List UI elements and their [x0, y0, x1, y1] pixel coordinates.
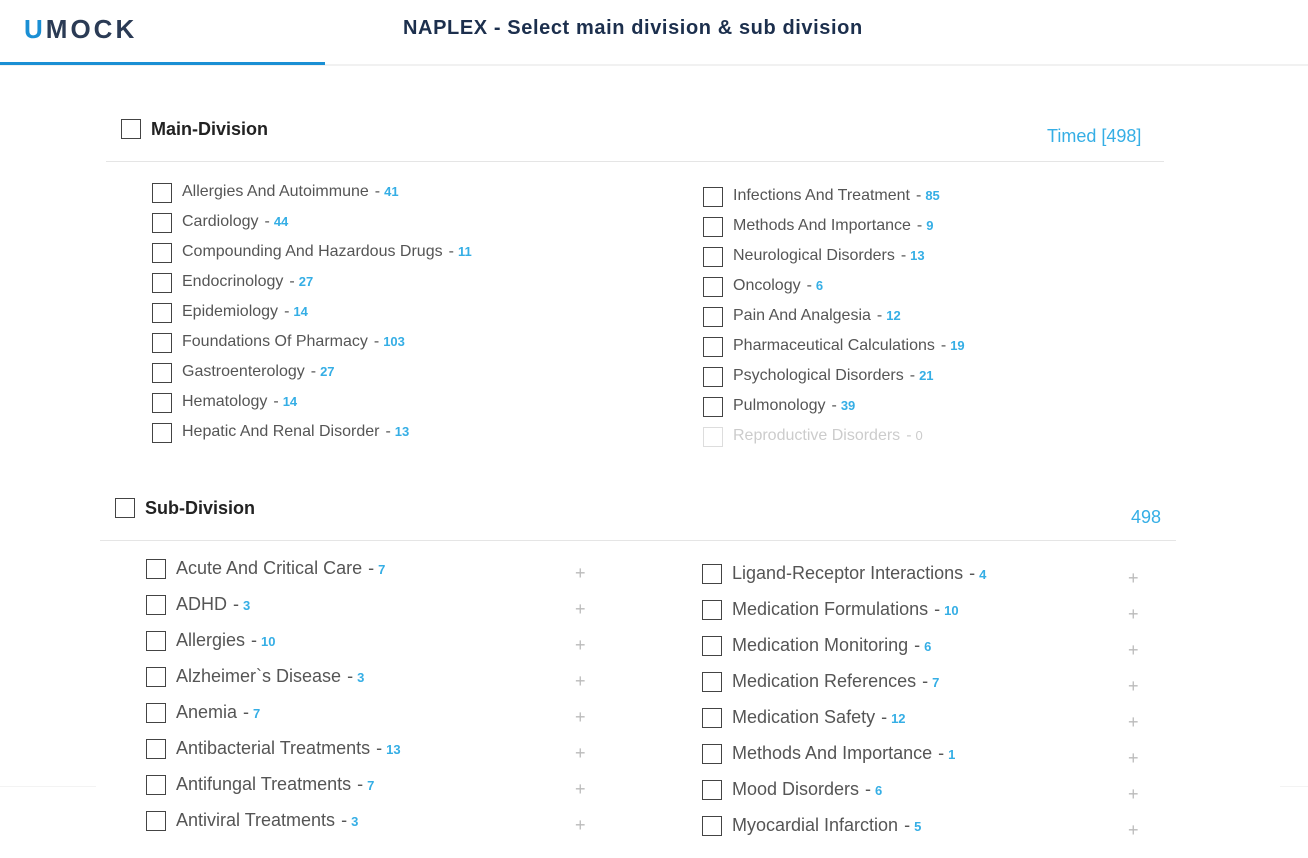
umock-logo[interactable]: UMOCK	[24, 14, 138, 44]
sub-division-expand-plus-icon[interactable]: +	[1128, 568, 1139, 588]
item-separator: -	[251, 630, 258, 650]
footer-faint-line-left	[0, 786, 96, 787]
item-separator: -	[969, 563, 976, 583]
main-division-item-foundations-of-pharmacy[interactable]	[182, 333, 405, 351]
item-label: Infections And Treatment	[733, 187, 910, 204]
item-separator: -	[916, 217, 923, 234]
item-label: Medication Monitoring	[732, 635, 909, 655]
item-count: 44	[273, 214, 289, 229]
item-count: 85	[925, 188, 940, 203]
item-separator: -	[904, 815, 911, 835]
sub-division-item-medication-formulations[interactable]	[732, 599, 959, 620]
item-label: Medication Safety	[732, 707, 876, 727]
item-count: 3	[351, 814, 359, 829]
item-separator: -	[243, 702, 250, 722]
item-separator: -	[233, 594, 240, 614]
item-separator: -	[341, 810, 348, 830]
main-division-item-hepatic-and-renal-disorder[interactable]	[182, 423, 409, 441]
sub-division-expand-plus-icon[interactable]: +	[1128, 640, 1139, 660]
sub-division-item-antiviral-treatments[interactable]	[176, 810, 358, 831]
item-label: Neurological Disorders	[733, 247, 895, 264]
item-count: 14	[293, 304, 308, 319]
main-division-checkbox-compounding-and-hazardous-drugs[interactable]	[152, 243, 172, 263]
item-label: Compounding And Hazardous Drugs	[182, 243, 443, 260]
item-separator: -	[900, 247, 907, 264]
item-count: 4	[979, 567, 987, 582]
sub-division-item-adhd[interactable]	[176, 594, 250, 615]
item-count: 3	[243, 598, 251, 613]
item-count: 13	[910, 248, 925, 263]
logo-active-underline	[0, 62, 325, 65]
sub-division-item-antibacterial-treatments[interactable]	[176, 738, 401, 759]
item-count: 12	[891, 711, 906, 726]
item-count: 14	[282, 394, 298, 409]
item-count: 10	[261, 634, 276, 649]
item-separator: -	[373, 333, 380, 350]
item-count: 41	[384, 184, 399, 199]
main-division-title: Main-Division	[151, 119, 269, 139]
sub-division-checkbox-acute-and-critical-care[interactable]	[146, 559, 166, 579]
item-separator: -	[881, 707, 888, 727]
sub-division-checkbox-adhd[interactable]	[146, 595, 166, 615]
item-count: 13	[394, 424, 410, 439]
item-separator: -	[865, 779, 872, 799]
main-division-item-endocrinology[interactable]	[182, 273, 313, 291]
sub-division-checkbox-anemia[interactable]	[146, 703, 166, 723]
item-label: ADHD	[176, 594, 228, 614]
sub-division-item-myocardial-infarction[interactable]	[732, 815, 921, 836]
main-division-checkbox-foundations-of-pharmacy[interactable]	[152, 333, 172, 353]
sub-division-checkbox-methods-and-importance[interactable]	[702, 744, 722, 764]
sub-division-checkbox-medication-formulations[interactable]	[702, 600, 722, 620]
item-separator: -	[376, 738, 383, 758]
main-division-item-pain-and-analgesia[interactable]	[733, 307, 901, 325]
item-label: Pharmaceutical Calculations	[733, 337, 935, 354]
item-separator: -	[368, 558, 375, 578]
item-label: Reproductive Disorders	[733, 427, 901, 444]
main-division-checkbox-pharmaceutical-calculations[interactable]	[703, 337, 723, 357]
item-count: 3	[357, 670, 365, 685]
main-division-item-pulmonology[interactable]	[733, 397, 855, 415]
top-header	[0, 0, 1308, 66]
main-division-item-hematology[interactable]	[182, 393, 297, 411]
main-division-checkbox-hepatic-and-renal-disorder[interactable]	[152, 423, 172, 443]
item-count: 7	[253, 706, 261, 721]
main-division-item-cardiology[interactable]	[182, 213, 288, 231]
sub-division-item-antifungal-treatments[interactable]	[176, 774, 374, 795]
item-label: Methods And Importance	[733, 217, 911, 234]
item-label: Alzheimer`s Disease	[176, 666, 342, 686]
sub-division-expand-plus-icon[interactable]: +	[1128, 676, 1139, 696]
main-division-checkbox-reproductive-disorders	[703, 427, 723, 447]
item-label: Hepatic And Renal Disorder	[182, 423, 380, 440]
item-separator: -	[909, 367, 916, 384]
item-count: 39	[840, 398, 856, 413]
item-label: Antiviral Treatments	[176, 810, 336, 830]
item-count: 21	[919, 368, 934, 383]
item-separator: -	[448, 243, 454, 260]
item-label: Medication References	[732, 671, 917, 691]
item-label: Pain And Analgesia	[733, 307, 871, 324]
item-label: Medication Formulations	[732, 599, 929, 619]
item-label: Myocardial Infarction	[732, 815, 899, 835]
item-separator: -	[940, 337, 947, 354]
item-count: 27	[298, 274, 314, 289]
main-division-item-compounding-and-hazardous-drugs[interactable]	[182, 243, 472, 261]
sub-division-expand-plus-icon[interactable]: +	[575, 563, 586, 583]
item-separator: -	[831, 397, 837, 414]
item-count: 6	[924, 639, 932, 654]
item-label: Hematology	[182, 393, 268, 410]
sub-division-expand-plus-icon[interactable]: +	[575, 707, 586, 727]
main-division-timed-count: Timed [498]	[1047, 126, 1142, 146]
sub-division-checkbox-antibacterial-treatments[interactable]	[146, 739, 166, 759]
item-label: Pulmonology	[733, 397, 826, 414]
main-division-checkbox-neurological-disorders[interactable]	[703, 247, 723, 267]
main-division-item-neurological-disorders[interactable]	[733, 247, 925, 265]
main-division-item-epidemiology[interactable]	[182, 303, 308, 321]
sub-division-item-medication-safety[interactable]	[732, 707, 906, 728]
item-label: Acute And Critical Care	[176, 558, 363, 578]
sub-division-expand-plus-icon[interactable]: +	[575, 599, 586, 619]
sub-division-expand-plus-icon[interactable]: +	[575, 671, 586, 691]
sub-division-expand-plus-icon[interactable]: +	[1128, 820, 1139, 840]
item-label: Foundations Of Pharmacy	[182, 333, 368, 350]
item-label: Endocrinology	[182, 273, 284, 290]
sub-division-checkbox-alzheimer-s-disease[interactable]	[146, 667, 166, 687]
item-count: 7	[367, 778, 375, 793]
main-division-item-gastroenterology[interactable]	[182, 363, 335, 381]
item-separator: -	[876, 307, 883, 324]
item-separator: -	[374, 183, 381, 200]
item-separator: -	[922, 671, 929, 691]
main-division-checkbox-cardiology[interactable]	[152, 213, 172, 233]
item-separator: -	[357, 774, 364, 794]
item-label: Oncology	[733, 277, 801, 294]
sub-division-checkbox-allergies[interactable]	[146, 631, 166, 651]
sub-division-expand-plus-icon[interactable]: +	[575, 815, 586, 835]
main-division-checkbox-allergies-and-autoimmune[interactable]	[152, 183, 172, 203]
footer-faint-line-right	[1280, 786, 1308, 787]
sub-division-item-ligand-receptor-interactions[interactable]	[732, 563, 986, 584]
item-separator: -	[906, 427, 912, 444]
item-separator: -	[934, 599, 941, 619]
sub-division-expand-plus-icon[interactable]: +	[1128, 748, 1139, 768]
sub-division-expand-plus-icon[interactable]: +	[575, 779, 586, 799]
main-division-item-pharmaceutical-calculations[interactable]	[733, 337, 965, 355]
page-title: NAPLEX - Select main division & sub division	[403, 17, 863, 39]
item-separator: -	[806, 277, 812, 294]
sub-division-item-medication-monitoring[interactable]	[732, 635, 931, 656]
item-label: Mood Disorders	[732, 779, 860, 799]
item-separator: -	[310, 363, 317, 380]
sub-division-divider	[100, 540, 1176, 541]
item-separator: -	[385, 423, 391, 440]
item-label: Methods And Importance	[732, 743, 933, 763]
main-division-item-infections-and-treatment[interactable]	[733, 187, 940, 205]
item-count: 12	[886, 308, 901, 323]
sub-division-count: 498	[1131, 507, 1162, 527]
item-separator: -	[916, 187, 922, 204]
main-division-checkbox-oncology[interactable]	[703, 277, 723, 297]
item-count: 27	[320, 364, 335, 379]
main-division-item-oncology[interactable]	[733, 277, 823, 295]
item-count: 5	[914, 819, 922, 834]
sub-division-expand-plus-icon[interactable]: +	[575, 635, 586, 655]
item-count: 6	[875, 783, 883, 798]
sub-division-expand-plus-icon[interactable]: +	[1128, 604, 1139, 624]
item-separator: -	[938, 743, 945, 763]
sub-division-item-methods-and-importance[interactable]	[732, 743, 955, 764]
item-label: Cardiology	[182, 213, 259, 230]
sub-division-title: Sub-Division	[145, 498, 256, 518]
main-division-checkbox-infections-and-treatment[interactable]	[703, 187, 723, 207]
sub-division-expand-plus-icon[interactable]: +	[575, 743, 586, 763]
item-count: 103	[383, 334, 405, 349]
main-division-item-methods-and-importance[interactable]	[733, 217, 933, 235]
sub-division-checkbox-antifungal-treatments[interactable]	[146, 775, 166, 795]
item-count: 7	[932, 675, 940, 690]
sub-division-item-allergies[interactable]	[176, 630, 276, 651]
item-separator: -	[914, 635, 921, 655]
sub-division-item-acute-and-critical-care[interactable]	[176, 558, 385, 579]
item-separator: -	[284, 303, 290, 320]
item-count: 10	[944, 603, 959, 618]
main-division-checkbox-gastroenterology[interactable]	[152, 363, 172, 383]
main-division-checkbox-endocrinology[interactable]	[152, 273, 172, 293]
item-count: 19	[950, 338, 965, 353]
item-label: Allergies	[176, 630, 246, 650]
sub-division-expand-plus-icon[interactable]: +	[1128, 712, 1139, 732]
item-count: 7	[378, 562, 386, 577]
sub-division-checkbox-myocardial-infarction[interactable]	[702, 816, 722, 836]
sub-division-item-alzheimer-s-disease[interactable]	[176, 666, 364, 687]
main-division-checkbox-epidemiology[interactable]	[152, 303, 172, 323]
item-count: 6	[815, 278, 824, 293]
main-division-item-allergies-and-autoimmune[interactable]	[182, 183, 399, 201]
item-separator: -	[289, 273, 295, 290]
item-label: Allergies And Autoimmune	[182, 183, 369, 200]
sub-division-checkbox-mood-disorders[interactable]	[702, 780, 722, 800]
sub-division-checkbox-ligand-receptor-interactions[interactable]	[702, 564, 722, 584]
main-division-divider	[106, 161, 1164, 162]
item-label: Gastroenterology	[182, 363, 305, 380]
sub-division-select-all-checkbox[interactable]	[115, 498, 135, 518]
item-label: Antibacterial Treatments	[176, 738, 371, 758]
sub-division-item-medication-references[interactable]	[732, 671, 939, 692]
sub-division-checkbox-medication-safety[interactable]	[702, 708, 722, 728]
main-division-item-reproductive-disorders	[733, 427, 923, 445]
item-count: 0	[915, 428, 923, 443]
sub-division-expand-plus-icon[interactable]: +	[1128, 784, 1139, 804]
item-separator: -	[273, 393, 279, 410]
item-count: 11	[457, 244, 472, 259]
sub-division-item-mood-disorders[interactable]	[732, 779, 882, 800]
item-count: 13	[386, 742, 401, 757]
main-division-item-psychological-disorders[interactable]	[733, 367, 934, 385]
item-count: 9	[926, 218, 934, 233]
item-separator: -	[264, 213, 270, 230]
sub-division-checkbox-antiviral-treatments[interactable]	[146, 811, 166, 831]
sub-division-item-anemia[interactable]	[176, 702, 260, 723]
item-count: 1	[948, 747, 956, 762]
main-division-checkbox-pulmonology[interactable]	[703, 397, 723, 417]
main-division-checkbox-pain-and-analgesia[interactable]	[703, 307, 723, 327]
item-label: Epidemiology	[182, 303, 279, 320]
item-separator: -	[347, 666, 354, 686]
item-label: Antifungal Treatments	[176, 774, 352, 794]
item-label: Anemia	[176, 702, 238, 722]
main-division-checkbox-hematology[interactable]	[152, 393, 172, 413]
item-label: Psychological Disorders	[733, 367, 904, 384]
item-label: Ligand-Receptor Interactions	[732, 563, 964, 583]
main-division-checkbox-methods-and-importance[interactable]	[703, 217, 723, 237]
sub-division-checkbox-medication-monitoring[interactable]	[702, 636, 722, 656]
main-division-select-all-checkbox[interactable]	[121, 119, 141, 139]
sub-division-checkbox-medication-references[interactable]	[702, 672, 722, 692]
main-division-checkbox-psychological-disorders[interactable]	[703, 367, 723, 387]
